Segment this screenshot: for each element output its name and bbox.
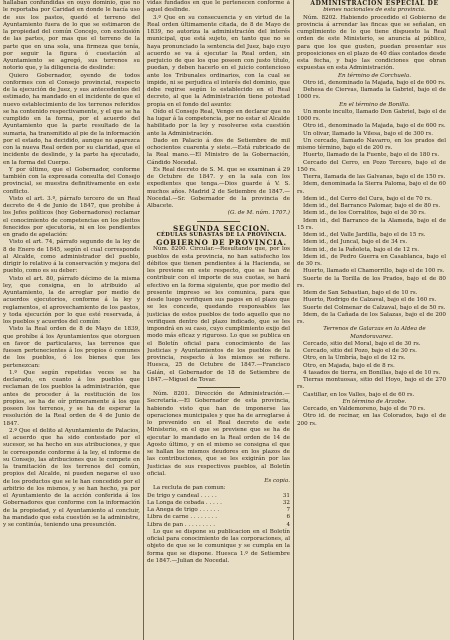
list-item: Otro id. de recinar, en las Colorados, bajo el de 200 rs. — [297, 413, 446, 427]
paragraph: Visto el art. 74, párrafo segundo de la ley de 8 de Enero de 1845, según el cual corresponde al Alcalde, como administrador del pueblo, dirigir lo relativo á la conservación y mejora del pueblo, como es su deber: — [3, 239, 140, 275]
term-heading: En el término de Bonilla. — [339, 101, 410, 108]
column-divider — [293, 0, 294, 640]
list-item: Idem id., del Valle Jardilla, bajo el de 15 rs. — [303, 232, 426, 238]
list-item: Idem, de la Cañada de los Salazas, bajo el de 200 rs. — [297, 311, 446, 325]
column-right — [297, 0, 446, 640]
paragraph: Núm. 8201. Dirección de Administración.—Secretaría.—El Gobernador de esta provincia, habiendo visto que han de imponerse las operaciones municipales y que ha de arreglarse á lo prevenido en el Real decreto de este Ministerio, en el que se previene que se ha de ejecutar lo mandado en la Real orden de 14 de Agosto último, y en el mismo se consigna el que se hallan los mismos deudores en los plazos de las contribuciones, que se les exigirán por las Justicias de sus respectivos pueblos, al Boletín oficial. — [147, 391, 290, 477]
list-item: Idem id., de la Pañoleta, bajo el de 12 rs. — [303, 246, 420, 253]
list-item: Idem id., de Pedro Guerra en Casablanca, bajo el de 30 rs. — [297, 253, 446, 267]
paragraph: vidas fundados en que le pertenecen conforme á aquel deslinde. — [147, 0, 290, 14]
tally-label: Libra de pan . . . . . . . . . — [147, 521, 216, 528]
column-middle — [147, 0, 290, 640]
list-item: Huerto, Rodrigo de Calzaval, bajo el de 160 rs. — [303, 297, 437, 304]
paragraph: 2.º Que el delito al Ayuntamiento de Palacios, el acuerdo que ha sido contestado por el sucesor, se ha hecho en sus atribuciones, y que le corresponde conforme á la ley, el informe de su Consejo, las atribuciones que le compete en la tramitación de los terrenos del común, propios del Alcalde, ni pueden negarse el uso de los productos que se le han concedido por el arbitrio de los mismos, y se han hecho, ya por el Ayuntamiento de la acción conferida á los Gobernadores que conforme con la información de la propiedad, y el Ayuntamiento al concluir, ha mandado que esta cuestión se la administre, y se continúa, teniendo una presunción. — [3, 427, 140, 528]
column-left — [3, 0, 140, 640]
column-divider — [143, 0, 144, 640]
list-item: Cercado, sitio del Moral, bajo el de 30 rs. — [303, 340, 421, 347]
list-item: Idem id., del Juncal, bajo el de 34 rs. — [303, 239, 408, 246]
list-item: Otro, en Majada, bajo el de 8 rs. — [303, 362, 395, 369]
list-item: Un monte inculto, llamado Don Gabriel, bajo el de 1000 rs. — [297, 108, 446, 122]
list-item: Un olivar, llamado la Vilesa, bajo el de 300 rs. — [303, 130, 434, 137]
section-subtitle: CÉDULAS SUBASTAS DE LA PROVINCIA. — [156, 231, 287, 238]
section-title: SEGUNDA SECCION. — [172, 223, 271, 233]
table-row — [147, 500, 290, 507]
table-row — [147, 493, 290, 500]
table-row — [147, 522, 290, 529]
list-item: Idem id., del Barranco Palomar, bajo el de 80 rs. — [303, 203, 441, 209]
price-tally — [147, 493, 290, 529]
separator-rule — [197, 221, 240, 222]
tally-value: 7 — [286, 507, 290, 513]
paragraph: Es Real decreto de S. M. que se examinan á 29 de Octubre de 1847. y en la sala con los expedientes que tenga.—Dios guarde á V. S. muchos años. Madrid 2 de Setiembre de 1847.—Nocedal.—Sr. Gobernador de la provincia de Albacete. — [147, 166, 290, 209]
paragraph: Lo que se dispone su publicacion en el Boletín oficial para conocimiento de las corporaciones, al objeto de que se le comunique y se cumpla en la forma que se dispone. Huesca 1.º de Setiembre de 1847.—Julian de Nocedal. — [147, 528, 290, 564]
gobierno-heading: GOBIERNO DE PROVINCIA. — [156, 238, 287, 247]
list-item: 4 tasados de tierra, en Bonillas, bajo el de 10 rs. — [303, 369, 441, 376]
list-item: Dehesa de Ciervas, llamada la Gabriel, bajo el de 1000 rs. — [297, 87, 446, 101]
list-item: Otro, en la Umbría, bajo el de 12 rs. — [303, 355, 406, 362]
list-item: Idem id., del Barranco de la Alameda, bajo el de 15 rs. — [297, 217, 446, 231]
table-row — [147, 507, 290, 514]
list-item: Suerte del Colmenar de Calzaval, bajo el de 50 rs. — [303, 304, 446, 311]
tally-value: 6 — [286, 514, 290, 521]
list-item: Otro id., denominado la Majada, bajo el de 600 rs. — [303, 123, 446, 130]
tally-label: Libra de carne . . . . . . . . — [147, 514, 218, 521]
paragraph: Visto la Real orden de 8 de Mayo de 1839, que prohíbe á los Ayuntamientos que otorguen en favor de particulares, las terrenos que fuesen pertenecientes á los propios ó comunes de los pueblos, ó los bienes que les pertenezcan: — [3, 326, 140, 369]
paragraph: Núm. 8200. Circular.—Resultando que, por los pueblos de esta provincia, no han satisfecho los débitos que tienen pendientes á la Hacienda, se les previene en este respecto, que se han de contribuir con el importe de sus cuotas, se hará efectivo en la forma siguiente, que por medio del presente impreso se les comunica, para que desde luego verifiquen sus pagos en el plazo que se les concede, quedando responsables las justicias de estos pueblos de todo aquello que no verifiquen dentro del plazo indicado, que se les impondrá en su caso, cuyo cumplimiento exijo del modo más eficaz y riguroso. Lo que se publica en el Boletín oficial para conocimiento de las Justicias y Ayuntamientos de los pueblos de la provincia, respecto á los mismos se refiere. Huesca, 25 de Octubre de 1847.—Francisco Galán, el Gobernador de 18 de Setiembre de 1847.—Miguel de Tovar. — [147, 246, 290, 383]
list-item: Cercado del Cerro, en Pozo Tercero, bajo el de 150 rs. — [297, 159, 446, 173]
list-item: Huerto, llamado de la Fuente, bajo el de 180 rs. — [303, 152, 440, 159]
list-item: Otro id., denominado la Majada, bajo el de 600 rs. — [303, 79, 446, 86]
term-heading: Terrenos de Galarzas en la Aldea de Mandoravarez. — [323, 326, 426, 340]
paragraph: Núm. 8202. Habiendo procedido el Gobierno de provincia á arrendar las fincas que se señalan, en cumplimiento de lo que tiene dispuesto la Real orden de este Ministerio, se anuncia al público, para que los que gusten, puedan presentar sus proposiciones en el plazo de 40 días contados desde esta fecha, y bajo las condiciones que obran expuestas en esta Administración. — [297, 14, 446, 72]
tally-label: La Anega de trigo . . . . . . — [147, 507, 220, 513]
paragraph: Y por último, que el Gobernador, conforme también con la expresada consulta del Consejo provincial, se muestra definitivamente en este conflicto. — [3, 166, 140, 195]
list-item: Idem id., de los Corralitos, bajo el de 30 rs. — [303, 210, 426, 217]
gaceta-reference: (G. de M. núm. 1707.) — [227, 210, 290, 217]
term-heading: En término de Arzobe. — [342, 398, 407, 405]
paragraph: Quiero Gobernador, oyendo de todos conformes con el Consejo provincial, respecto de la ejecución de Juez, y sus antecedentes del estimado, ha mandado en el incidente de que el nuevo establecimiento de los terrenos referidos se ha contenido respectivamente, y el que se ha cumplido en la forma, por el acuerdo del Ayuntamiento que la parte resultado de la sumaria, ha transmitido al pie de la información por el estado, ha decidido, aunque no aparezca con la nueva Real orden por su claridad, que el incidente de deslinde, y la parte ha ejecutado, en la forma del Cuerpo. — [3, 72, 140, 166]
paragraph: 3.º Que en su consecuencia y en virtud de la Real orden últimamente citada, de 8 de Mayo de 1839, no autoriza la administración del interés municipal, que está sujeto, en tanto que no se haya pronunciado la sentencia del Juez, bajo cuyo acuerdo se va á ejecutar la Real orden, sin perjuicio de que los que poseen con justo título, puedan, y deben hacerlo en el juicio contencioso ante los Tribunales ordinarios, con la cual se impide, ni se perjudica el interés del dominio, que debe regirse según lo establecido en el Real decreto, al que la Administración tiene potestad propia en el fondo del asunto: — [147, 14, 290, 108]
admin-subheading: bienes nacionales de esta provincia. — [323, 7, 426, 14]
paragraph: Dado en Palacio á dos de Setiembre de mil ochocientos cuarenta y siete.—Está rubricado de la Real mano.—El Ministro de la Gobernación, Cándido Nocedal. — [147, 137, 290, 166]
list-item: Un cercado, llamado Navarro, en los prados del mismo término, bajo el de 200 rs. — [297, 137, 446, 151]
list-item: Huerto, llamado el Chamorrillo, bajo el de 100 rs. — [303, 268, 445, 275]
paragraph: Visto el art. 3.º, párrafo tercero de un Real decreto de 4 de Junio de 1847, que prohíbe á los Jefes políticos (hoy Gobernadores) reclamar el conocimiento de competencias en los pleitos fenecidos por ejecutoria, ni en los pendientes en grado de apelación: — [3, 195, 140, 238]
list-item: Suerte de la Torilla de los Prados, bajo el de 80 rs. — [297, 275, 446, 289]
list-item: Tierras montuosas, sitio del Hoyo, bajo el de 270 rs. — [297, 377, 446, 391]
term-heading: En término de Corchuela. — [337, 72, 412, 79]
admin-heading: ADMINISTRACION ESPECIAL DE — [310, 0, 439, 7]
tally-intro: La recluta de pan comun: — [153, 485, 226, 492]
list-item: Cercado, en Valdemoreno, bajo el de 70 rs. — [303, 406, 426, 412]
tally-label: De trigo y candeal . . . . . — [147, 492, 217, 499]
paragraph: Visto el art. 80, párrafo décimo de la misma ley, que consigna, en lo atribuido al Ayuntamiento, la de arreglar por medio de acuerdos ejecutorios, conforme á la ley y reglamentos, el aprovechamiento de los pastos, y toda ejecución por lo que esté reservada, á los pueblos y acuerdos del común: — [3, 275, 140, 325]
tally-label: La Longa de cebada . . . . . — [147, 499, 222, 506]
list-item: Tierra, llamada de las Galvanas, bajo el de 150 rs. — [303, 174, 446, 180]
list-item: Idem, denominada la Sierra Paloma, bajo el de 60 rs. — [297, 181, 446, 195]
list-item: Castillar, en los Valles, bajo el de 60 rs. — [303, 391, 415, 398]
signature: Es copia. — [264, 478, 290, 484]
list-item: Idem id., del Cerro del Cura, bajo el de 70 rs. — [303, 195, 432, 202]
paragraph: Oído el Consejo Real, Vengo en declarar que no ha lugar á la competencia, por no estar el Alcalde habilitado por la ley y resolverse esta cuestión ante la Administración. — [147, 108, 290, 137]
list-item: Cercado, sitio del Pozo, bajo el de 30 rs. — [303, 348, 417, 354]
tally-value: 31 — [282, 492, 290, 499]
separator-rule — [197, 387, 240, 388]
tally-value: 4 — [286, 521, 290, 528]
paragraph: hallaban confundidas en ouyo dominio, que no le reportaba por Caridad en donde le hacía uso de sus los pastos, quedó el terreno del Ayuntamiento fuera de lo que se estimaron de la propiedad del común Concejo, con exclusión de las partes, por mas que el terreno de la parte que en una sola, una firmeza que tenía, por seguir la figura ó cuestación al Ayuntamiento se agregó, sus terrenos su notorio que, y la diligencia de deslinde: — [3, 0, 140, 72]
list-item: Idem de San Sebastian, bajo el de 10 rs. — [303, 290, 418, 296]
table-row — [147, 514, 290, 521]
paragraph: 1.º Que según repetidas veces se ha declarado, en cuanto á los pueblos que reclaman de los pueblos la administración, que antes de proceder á la restitución de los propios, se ha de oír primeramente á los que poseen los terrenos, y se ha de esperar la resolución de la Real orden de 4 de Junio de 1847. — [3, 369, 140, 427]
tally-value: 32 — [282, 499, 290, 506]
